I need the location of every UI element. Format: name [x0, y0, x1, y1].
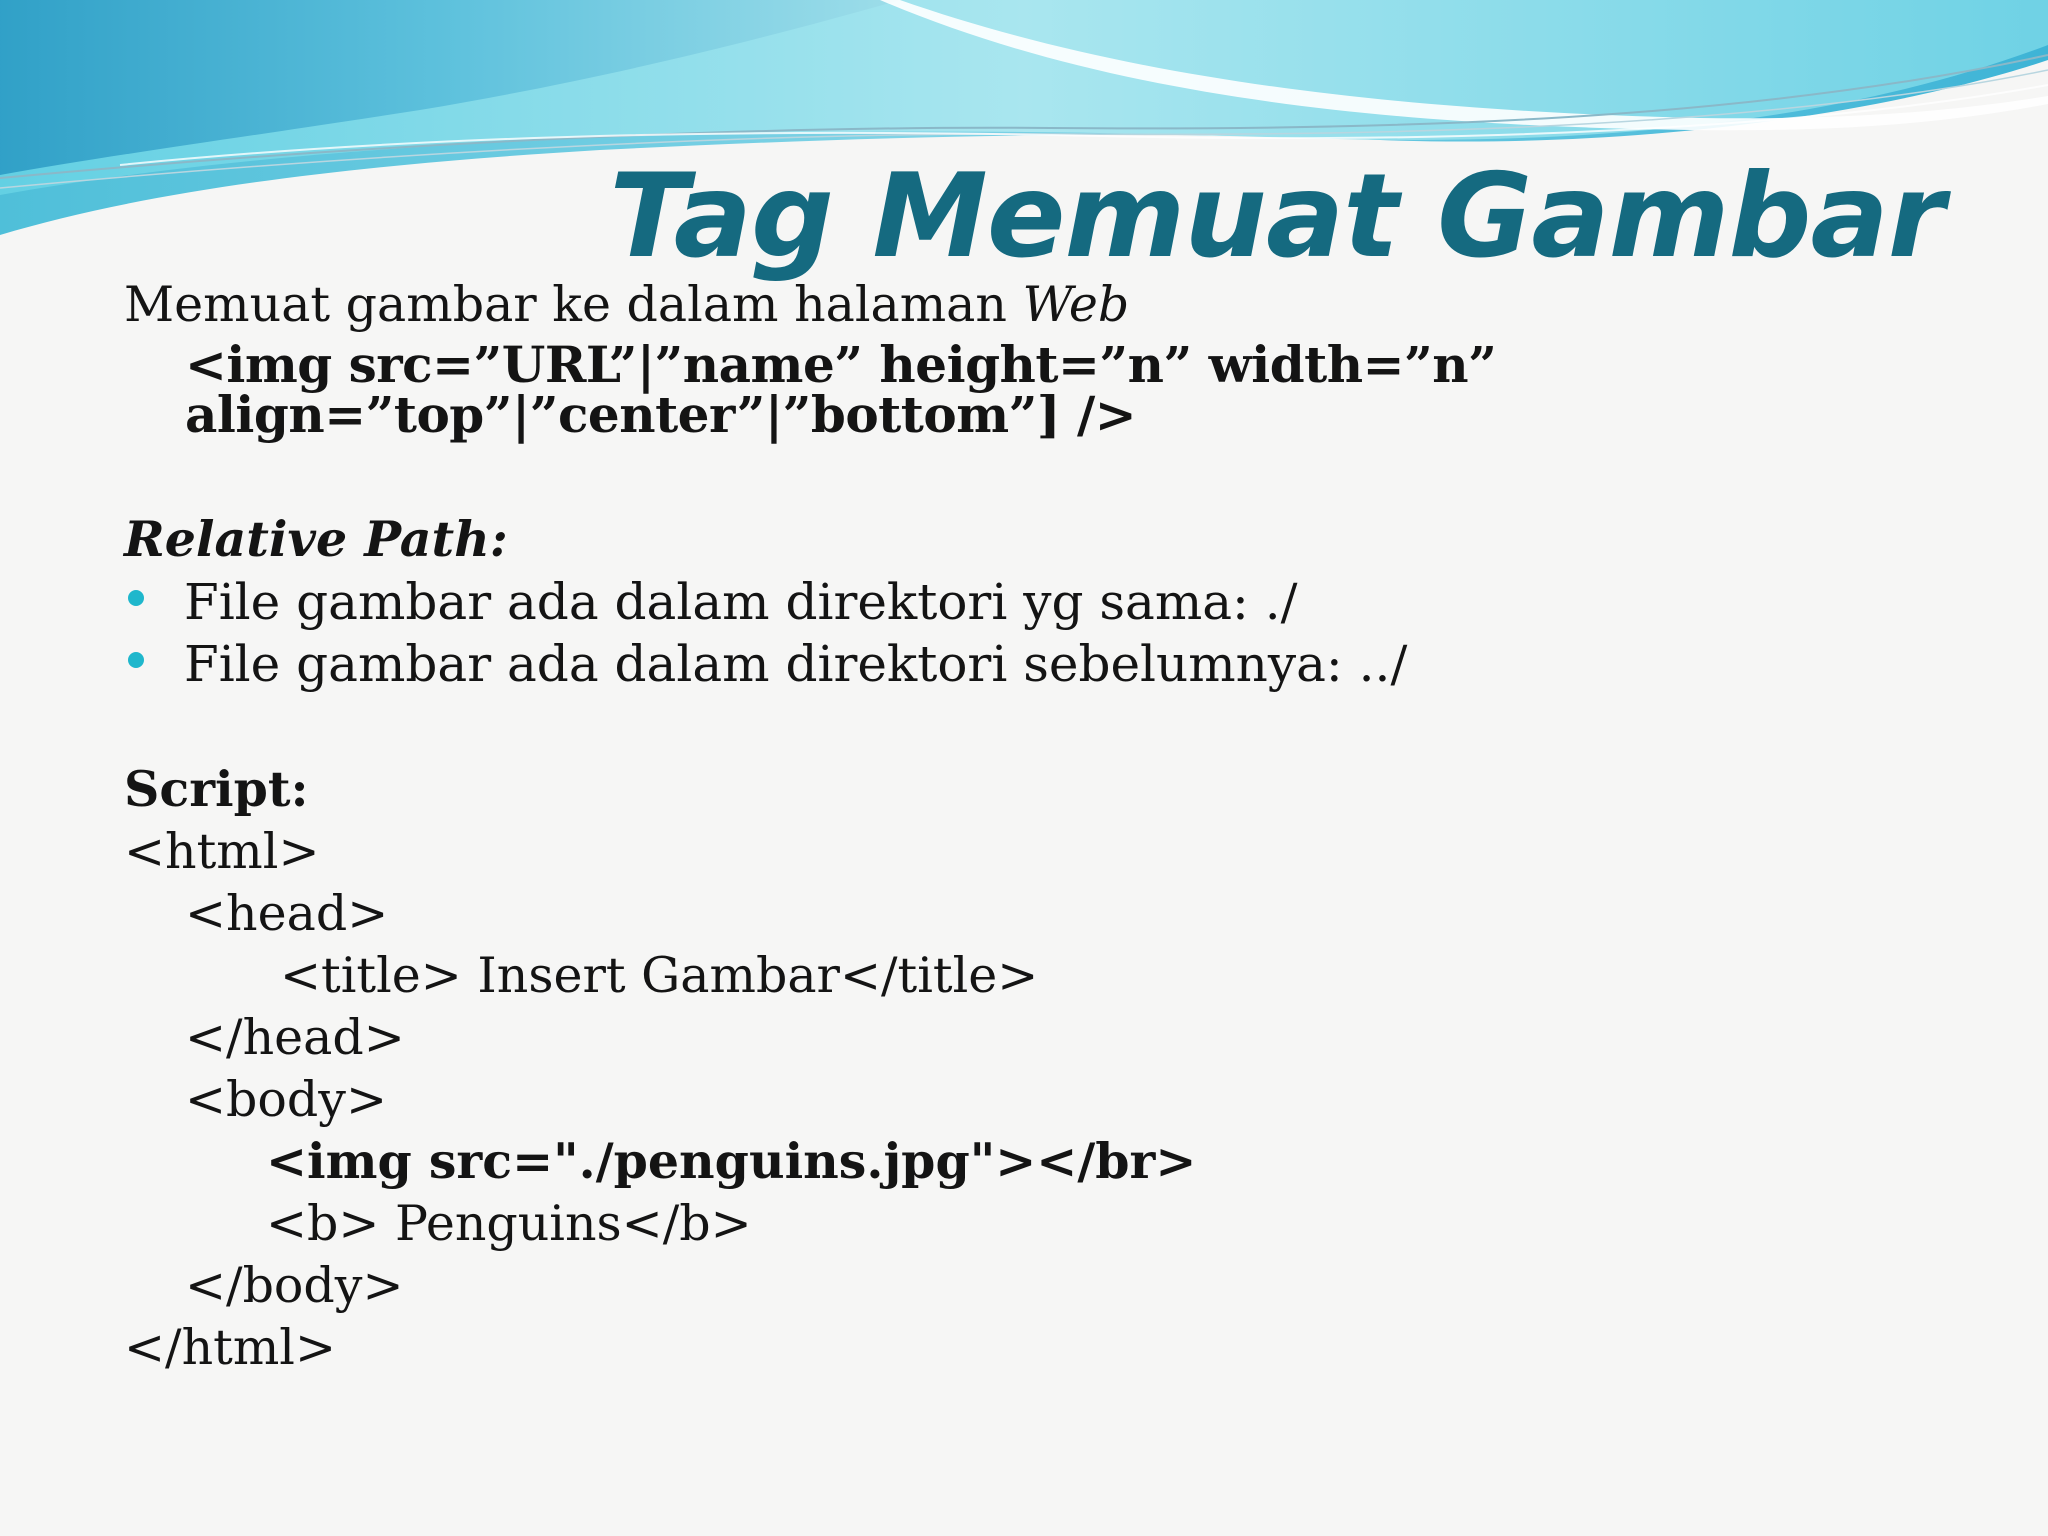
code-line: <b> Penguins</b> — [266, 1195, 752, 1252]
relative-path-heading: Relative Path: — [124, 510, 508, 568]
code-line: <html> — [124, 823, 320, 880]
syntax-line-1: <img src=”URL”|”name” height=”n” width=”n” — [185, 335, 1497, 394]
slide-title: Tag Memuat Gambar — [609, 149, 1944, 284]
bullet-dot-icon — [128, 590, 144, 606]
relative-path-item: File gambar ada dalam direktori sebelumnya: ../ — [184, 635, 1408, 693]
script-heading: Script: — [124, 760, 309, 818]
intro-text: Memuat gambar ke dalam halaman — [124, 276, 1023, 333]
code-line: </body> — [185, 1257, 404, 1314]
bullet-dot-icon — [128, 652, 144, 668]
code-line: </html> — [124, 1319, 337, 1376]
code-line: <img src="./penguins.jpg"></br> — [266, 1132, 1197, 1190]
code-line: </head> — [185, 1009, 405, 1066]
code-line: <head> — [185, 885, 389, 942]
code-line: <title> Insert Gambar</title> — [280, 947, 1039, 1004]
code-line: <body> — [185, 1071, 388, 1128]
intro-line — [124, 276, 1130, 333]
intro-emphasis: Web — [1022, 276, 1130, 333]
syntax-line-2: align=”top”|”center”|”bottom”] /> — [185, 385, 1137, 444]
relative-path-item: File gambar ada dalam direktori yg sama: ./ — [184, 573, 1298, 631]
